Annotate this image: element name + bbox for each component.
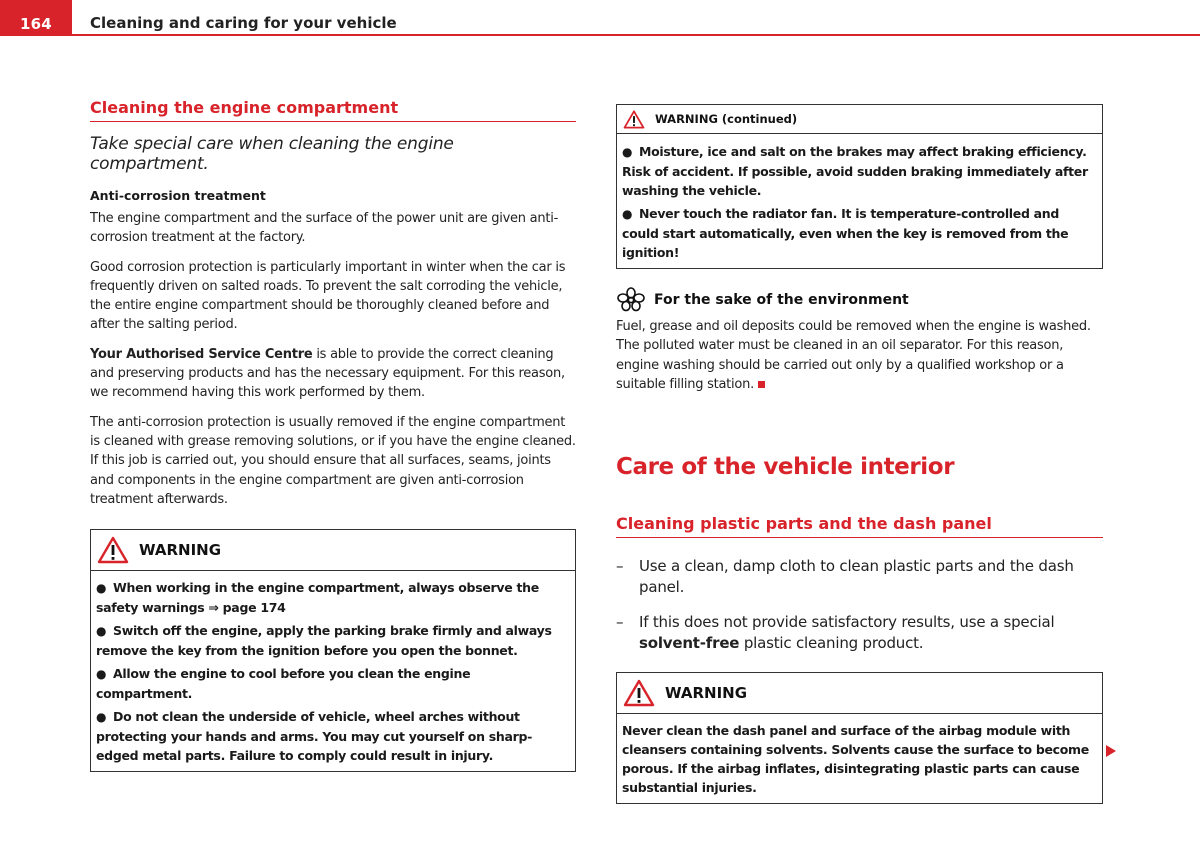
service-centre-emphasis: Your Authorised Service Centre <box>90 346 313 362</box>
warning-triangle-icon <box>623 110 645 129</box>
environment-title: For the sake of the environment <box>654 292 909 308</box>
continue-arrow-icon <box>1106 745 1116 757</box>
environment-heading <box>616 287 1103 313</box>
warning-continued-box <box>616 104 1103 269</box>
warning-title: WARNING <box>139 541 222 560</box>
end-square-icon <box>758 381 765 388</box>
paragraph: The anti-corrosion protection is usually removed if the engine compartment is cleaned with grease removing solutions, or if you have the engine cleaned. If this job is carried out, you should ensure that all surfaces, seams, joints and components in the engine compartment are given anti-corrosion treatment afterwards. <box>90 414 576 507</box>
warning-text: Never clean the dash panel and surface of the airbag module with cleansers containing solvents. Solvents cause the surface to become porous. If the airbag inflates, disintegrating plastic parts can cause substantial injuries. <box>622 723 1089 796</box>
bullet-icon: ● <box>622 207 633 221</box>
step-list <box>616 556 1103 654</box>
list-item: – Use a clean, damp cloth to clean plastic parts and the dash panel. <box>616 557 1074 597</box>
section-title-engine: Cleaning the engine compartment <box>90 98 576 122</box>
subheading-anti-corrosion: Anti-corrosion treatment <box>90 188 266 203</box>
bullet-icon: ● <box>96 667 107 682</box>
chapter-title: Care of the vehicle interior <box>616 454 955 481</box>
list-item: – If this does not provide satisfactory results, use a special solvent-free plastic cleaning product. <box>616 613 1055 653</box>
header-rule <box>72 34 1200 36</box>
bullet-icon: ● <box>96 581 107 596</box>
bullet-icon: ● <box>96 710 107 725</box>
right-column <box>616 104 1103 804</box>
warning-box <box>90 529 576 772</box>
paragraph-text: is able to provide the correct cleaning and preserving products and has the necessary equipment. For this reason, we recommend having this work performed by them. <box>90 346 565 401</box>
warning-header <box>617 673 1102 714</box>
warning-triangle-icon <box>97 536 129 564</box>
warning-box <box>616 672 1103 804</box>
warning-body <box>617 134 1102 268</box>
warning-item: ● Do not clean the underside of vehicle, wheel arches without protecting your hands and arms. You may cut yourself on sharp-edged metal parts. Failure to comply could result in injury. <box>96 709 533 764</box>
left-column <box>90 98 576 772</box>
warning-title: WARNING <box>665 684 748 703</box>
warning-item: ● Allow the engine to cool before you clean the engine compartment. <box>96 666 471 702</box>
solvent-free-emphasis: solvent-free <box>639 634 740 653</box>
paragraph <box>90 345 576 403</box>
page-number: 164 <box>0 0 72 36</box>
dash-marker: – <box>616 557 624 576</box>
warning-body <box>91 571 575 771</box>
running-title: Cleaning and caring for your vehicle <box>90 14 397 32</box>
warning-header <box>91 530 575 571</box>
warning-item: ● When working in the engine compartment, always observe the safety warnings ⇒ page 174 <box>96 580 539 616</box>
flower-icon <box>616 287 646 313</box>
warning-continued-title: WARNING (continued) <box>655 112 798 126</box>
paragraph: The engine compartment and the surface of the power unit are given anti-corrosion treatment at the factory. <box>90 211 559 246</box>
warning-triangle-icon <box>623 679 655 707</box>
warning-body <box>617 714 1102 803</box>
environment-text: Fuel, grease and oil deposits could be removed when the engine is washed. The polluted water must be cleaned in an oil separator. For this reason, engine washing should be carried out only by a qualified workshop or a suitable filling station. <box>616 319 1091 392</box>
paragraph: Good corrosion protection is particularly important in winter when the car is frequently driven on salted roads. To prevent the salt corroding the vehicle, the entire engine compartment should be thoroughly cleaned before and after the salting period. <box>90 259 566 333</box>
section-title-plastic: Cleaning plastic parts and the dash panel <box>616 514 1103 538</box>
warning-item: ● Never touch the radiator fan. It is temperature-controlled and could start automatically, even when the key is removed from the ignition! <box>622 206 1069 260</box>
dash-marker: – <box>616 613 624 632</box>
warning-item: ● Switch off the engine, apply the parking brake firmly and always remove the key from the ignition before you open the bonnet. <box>96 623 552 659</box>
bullet-icon: ● <box>96 624 107 639</box>
bullet-icon: ● <box>622 145 633 159</box>
warning-item: ● Moisture, ice and salt on the brakes may affect braking efficiency. Risk of accident. If possible, avoid sudden braking immediately after washing the vehicle. <box>622 144 1088 198</box>
warning-continued-header <box>617 105 1102 134</box>
section-intro: Take special care when cleaning the engine compartment. <box>90 134 454 174</box>
page-header <box>0 0 1200 38</box>
